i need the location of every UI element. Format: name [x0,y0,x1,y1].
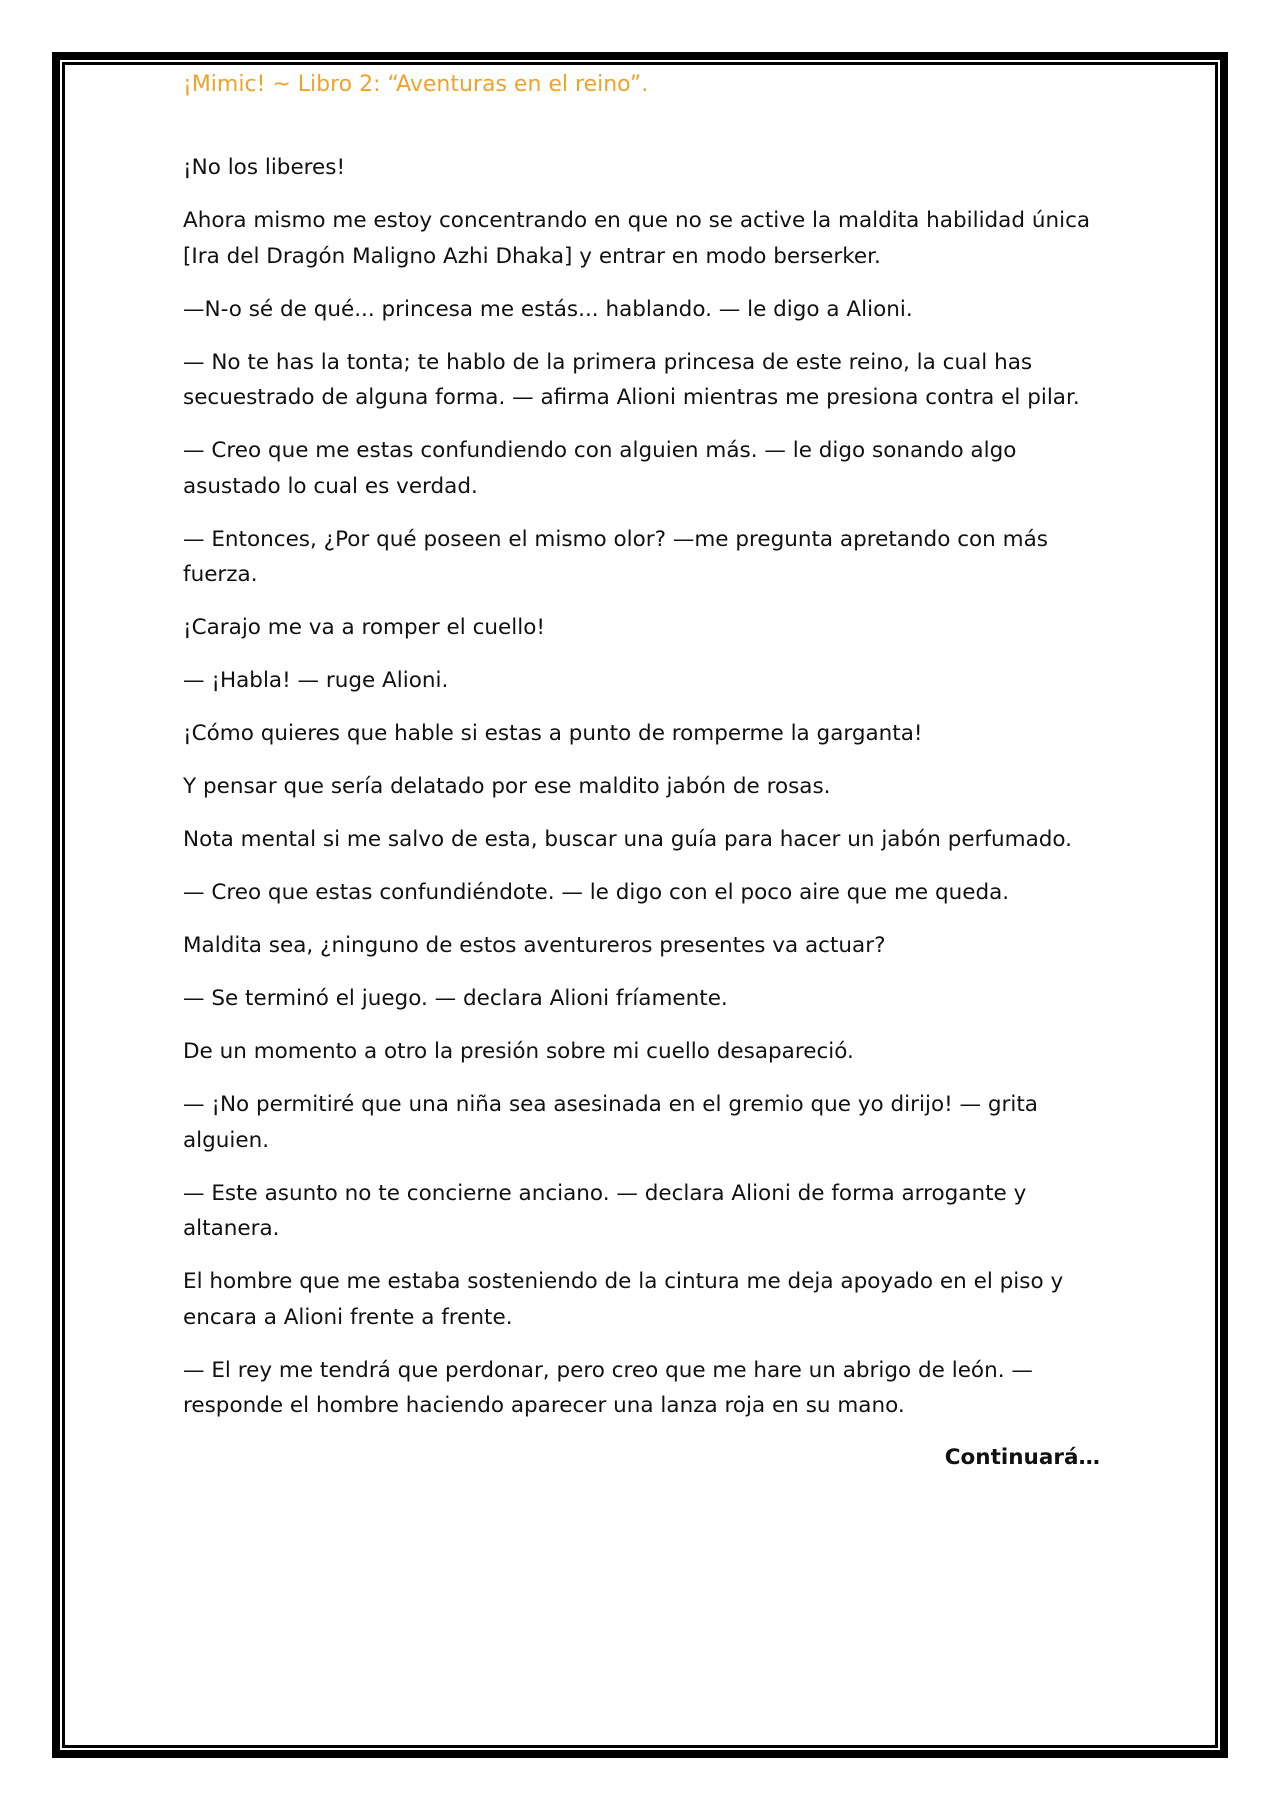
paragraph: Maldita sea, ¿ninguno de estos aventureros presentes va actuar? [183,933,886,958]
paragraph: — Creo que me estas confundiendo con alguien más. — le digo sonando algo asustado lo cual es verdad. [183,438,1017,499]
paragraph: Ahora mismo me estoy concentrando en que no se active la maldita habilidad única [Ira del Dragón Maligno Azhi Dhaka] y entrar en modo berserker. [183,208,1091,269]
paragraph: — ¡Habla! — ruge Alioni. [183,668,449,693]
paragraph: — Creo que estas confundiéndote. — le digo con el poco aire que me queda. [183,880,1010,905]
paragraph: El hombre que me estaba sosteniendo de la cintura me deja apoyado en el piso y encara a Alioni frente a frente. [183,1269,1064,1330]
paragraph: — El rey me tendrá que perdonar, pero creo que me hare un abrigo de león. — responde el hombre haciendo aparecer una lanza roja en su mano. [183,1357,1033,1418]
paragraph: — No te has la tonta; te hablo de la primera princesa de este reino, la cual has secuestrado de alguna forma. — afirma Alioni mientras me presiona contra el pilar. [183,349,1080,410]
story-body [183,150,1103,1441]
paragraph: — Se terminó el juego. — declara Alioni fríamente. [183,986,728,1011]
paragraph: ¡Cómo quieres que hable si estas a punto de romperme la garganta! [183,721,923,746]
paragraph: ¡Carajo me va a romper el cuello! [183,615,545,640]
paragraph: De un momento a otro la presión sobre mi cuello desapareció. [183,1039,854,1064]
paragraph: — ¡No permitiré que una niña sea asesinada en el gremio que yo dirijo! — grita alguien. [183,1092,1038,1153]
paragraph: —N-o sé de qué... princesa me estás... hablando. — le digo a Alioni. [183,296,913,322]
paragraph: — Entonces, ¿Por qué poseen el mismo olor? —me pregunta apretando con más fuerza. [183,526,1048,587]
book-title-header: ¡Mimic! ~ Libro 2: “Aventuras en el reino”. [183,72,649,97]
paragraph: ¡No los liberes! [183,155,346,180]
paragraph: — Este asunto no te concierne anciano. — declara Alioni de forma arrogante y altanera. [183,1180,1027,1241]
to-be-continued: Continuará… [944,1445,1100,1470]
paragraph: Y pensar que sería delatado por ese maldito jabón de rosas. [183,774,831,799]
paragraph: Nota mental si me salvo de esta, buscar una guía para hacer un jabón perfumado. [183,827,1073,852]
